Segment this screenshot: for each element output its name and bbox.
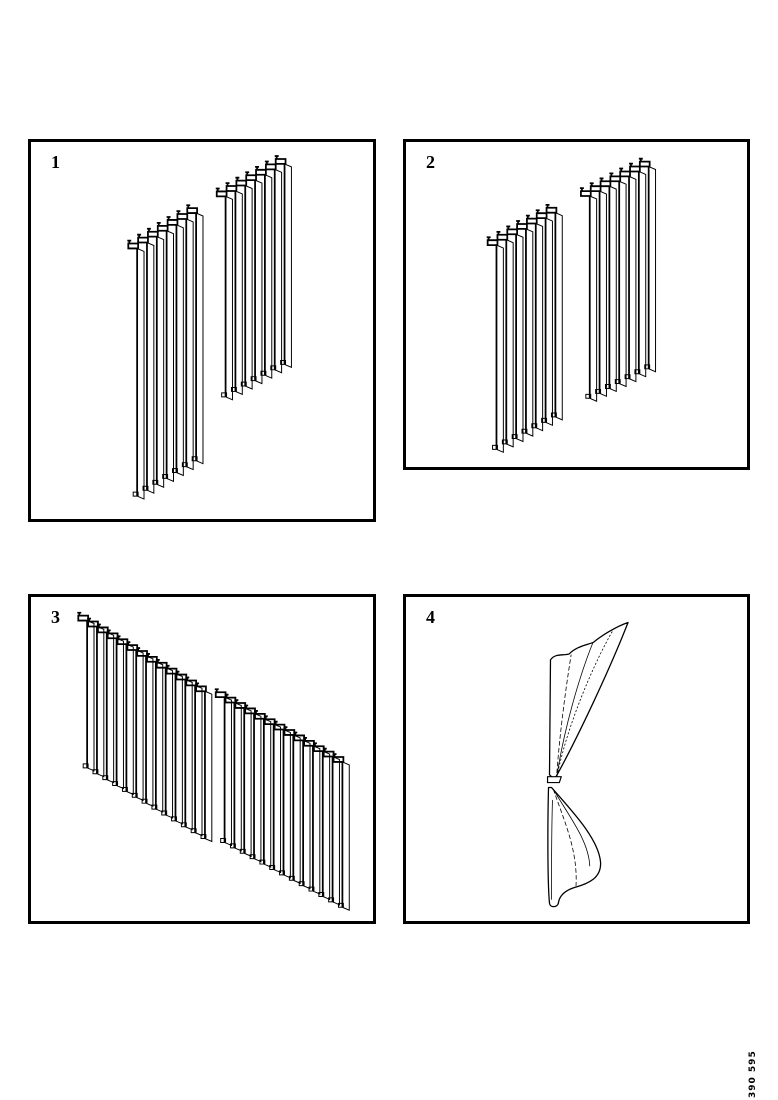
panel-2-number-label: 2 xyxy=(426,152,435,172)
slats-ascending-short-figure xyxy=(406,142,747,467)
panel-2 xyxy=(403,139,750,470)
panel-1 xyxy=(28,139,376,522)
panel-1-number-label: 1 xyxy=(51,152,60,172)
slats-descending-figure xyxy=(31,597,373,921)
panel-3-number-label: 3 xyxy=(51,607,60,627)
drawing-reference-number: 390 595 xyxy=(748,1050,758,1098)
panel-3 xyxy=(28,594,376,924)
panel-4-number-label: 4 xyxy=(426,607,435,627)
panel-4 xyxy=(403,594,750,924)
slats-ascending-long-figure xyxy=(31,142,373,519)
gathered-curtain-figure xyxy=(406,597,747,921)
